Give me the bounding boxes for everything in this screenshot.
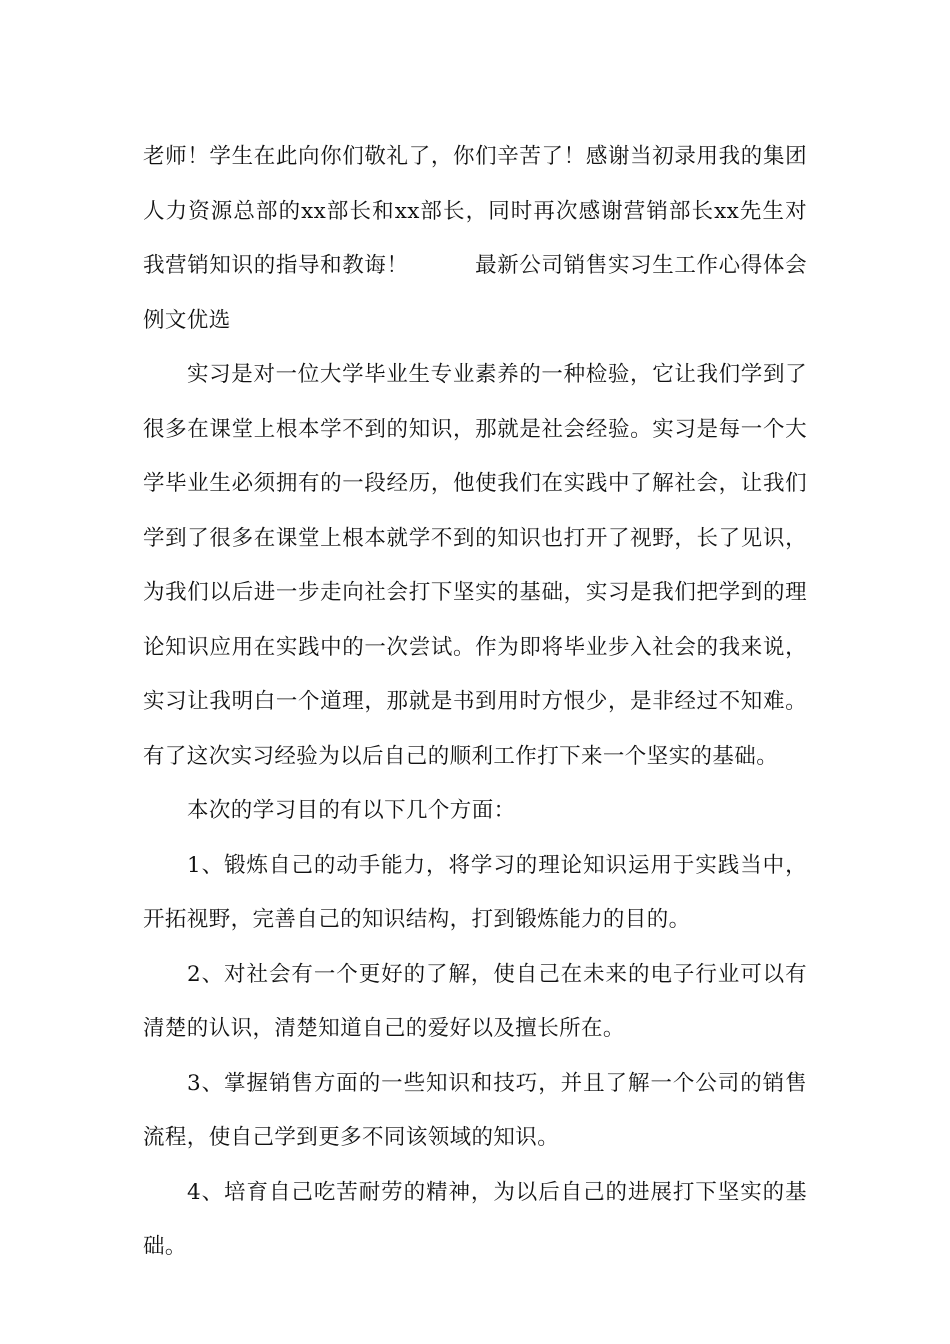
intro-paragraph (143, 130, 807, 348)
section-title: 最新公司销售实习生工作心得体会例文优选 (143, 253, 807, 333)
objective-item-1: 1、锻炼自己的动手能力，将学习的理论知识运用于实践当中，开拓视野，完善自己的知识结构，打到锻炼能力的目的。 (143, 852, 807, 932)
document-page (143, 130, 807, 1275)
objective-item-2: 2、对社会有一个更好的了解，使自己在未来的电子行业可以有清楚的认识，清楚知道自己的爱好以及擅长所在。 (143, 961, 807, 1041)
objectives-intro: 本次的学习目的有以下几个方面： (187, 798, 516, 823)
objective-item-4: 4、培育自己吃苦耐劳的精神，为以后自己的进展打下坚实的基础。 (143, 1179, 807, 1259)
body-paragraph: 实习是对一位大学毕业生专业素养的一种检验，它让我们学到了很多在课堂上根本学不到的知识，那就是社会经验。实习是每一个大学毕业生必须拥有的一段经历，他使我们在实践中了解社会，让我们学到了很多在课堂上根本就学不到的知识也打开了视野，长了见识，为我们以后进一步走向社会打下坚实的基础，实习是我们把学到的理论知识应用在实践中的一次尝试。作为即将毕业步入社会的我来说，实习让我明白一个道理，那就是书到用时方恨少，是非经过不知难。有了这次实习经验为以后自己的顺利工作打下来一个坚实的基础。 (143, 362, 807, 769)
objective-item-3: 3、掌握销售方面的一些知识和技巧，并且了解一个公司的销售流程，使自己学到更多不同该领域的知识。 (143, 1070, 807, 1150)
intro-text: 老师！学生在此向你们敬礼了，你们辛苦了！感谢当初录用我的集团人力资源总部的xx部长和xx部长，同时再次感谢营销部长xx先生对我营销知识的指导和教诲！ (143, 144, 807, 278)
